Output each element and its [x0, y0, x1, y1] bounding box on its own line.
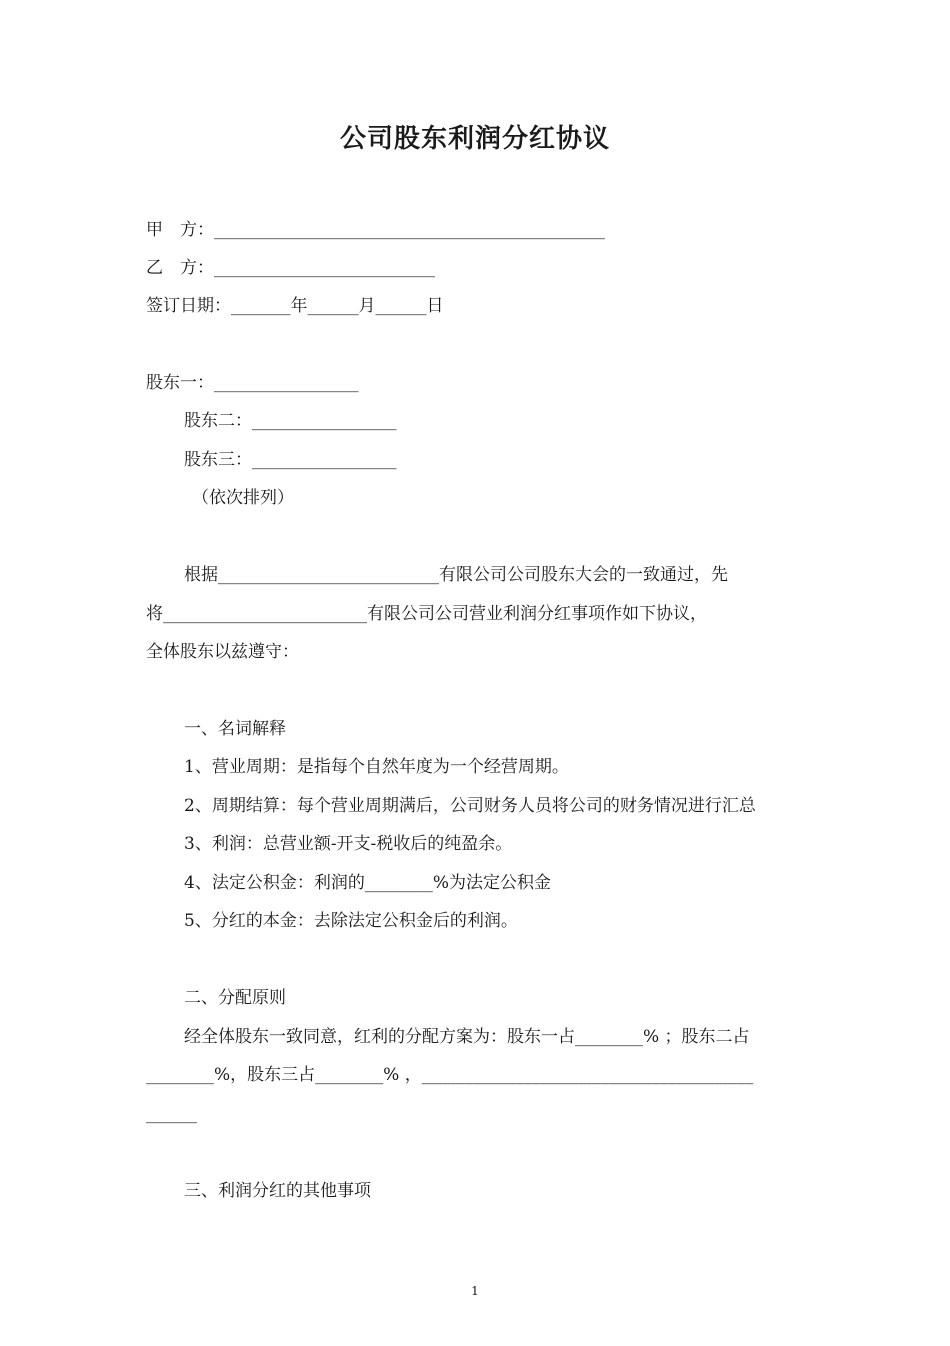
preamble-line-2: 将________________________有限公司公司营业利润分红事项作如下协议， — [146, 604, 707, 624]
section-3-heading: 三、利润分红的其他事项 — [184, 1181, 371, 1201]
principle-line-3: ______ — [146, 1104, 197, 1124]
page-number: 1 — [471, 1284, 479, 1298]
document-title: 公司股东利润分红协议 — [339, 124, 610, 154]
shareholder-3-line: 股东三：_________________ — [184, 450, 397, 470]
section-1-heading: 一、名词解释 — [184, 719, 286, 739]
term-5: 5、分红的本金：去除法定公积金后的利润。 — [184, 911, 518, 931]
preamble-line-3: 全体股东以兹遵守： — [146, 642, 299, 662]
party-b-line: 乙 方：__________________________ — [146, 258, 435, 278]
term-2: 2、周期结算：每个营业周期满后，公司财务人员将公司的财务情况进行汇总 — [184, 796, 756, 816]
shareholder-2-line: 股东二：_________________ — [184, 411, 397, 431]
preamble-line-1: 根据__________________________有限公司公司股东大会的一致通过，先 — [184, 565, 728, 585]
term-4: 4、法定公积金：利润的________%为法定公积金 — [184, 873, 551, 893]
shareholder-1-line: 股东一：_________________ — [146, 373, 359, 393]
party-a-line: 甲 方：______________________________________________ — [146, 220, 605, 240]
term-1: 1、营业周期：是指每个自然年度为一个经营周期。 — [184, 757, 569, 777]
sign-date-line: 签订日期：_______年______月______日 — [146, 296, 444, 316]
term-3: 3、利润：总营业额-开支-税收后的纯盈余。 — [184, 834, 513, 854]
principle-line-2: ________%，股东三占________% ，_______________________________________ — [146, 1065, 754, 1085]
section-2-heading: 二、分配原则 — [184, 988, 286, 1008]
principle-line-1: 经全体股东一致同意，红利的分配方案为：股东一占________% ；股东二占 — [184, 1027, 750, 1047]
order-note: （依次排列） — [192, 488, 294, 508]
